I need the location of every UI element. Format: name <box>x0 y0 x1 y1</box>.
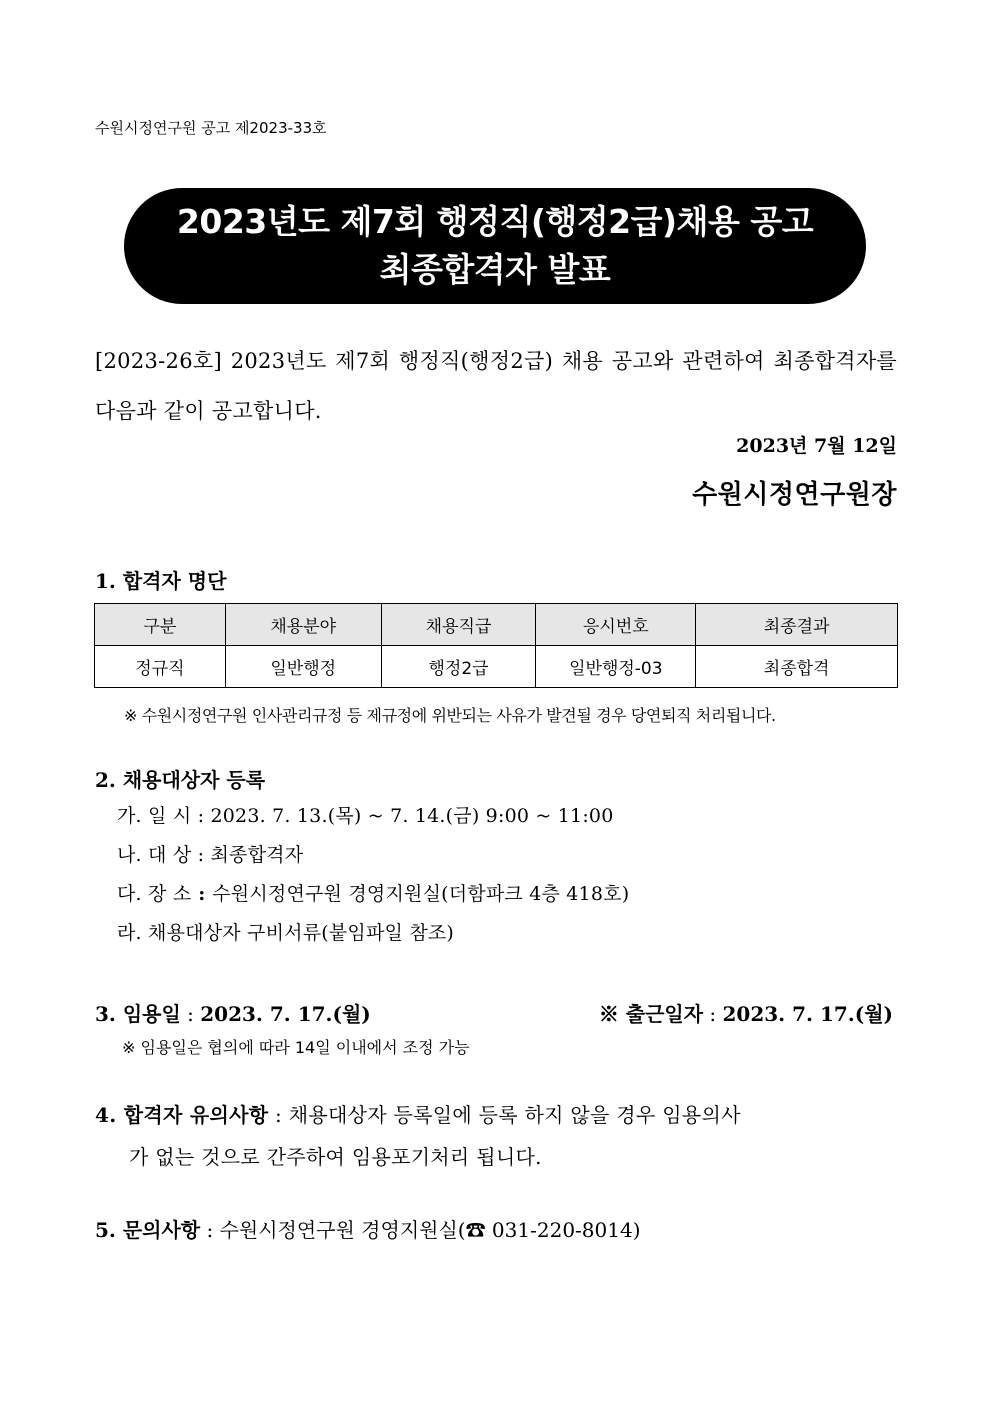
appointment-note: ※ 임용일은 협의에 따라 14일 이내에서 조정 가능 <box>122 1038 470 1057</box>
cell-grade: 행정2급 <box>381 646 536 688</box>
start-date-label: ※ 출근일자 <box>598 1002 704 1026</box>
required-documents <box>117 918 454 945</box>
notes-for-successful-applicants <box>95 1094 897 1178</box>
registration-period <box>117 801 614 828</box>
start-date-sep: : <box>703 1002 723 1026</box>
notes-sep: : <box>268 1103 289 1127</box>
title-line2: 최종합격자 발표 <box>379 250 611 289</box>
header-result: 최종결과 <box>696 604 898 646</box>
inquiry-label: 5. 문의사항 <box>95 1218 201 1242</box>
cell-field: 일반행정 <box>225 646 381 688</box>
header-field: 채용분야 <box>225 604 381 646</box>
header-applicant-no: 응시번호 <box>536 604 696 646</box>
notice-number: 수원시정연구원 공고 제2023-33호 <box>95 119 327 137</box>
item-label: 나. 대 상 <box>117 844 192 866</box>
item-value: 2023. 7. 13.(목) ~ 7. 14.(금) 9:00 ~ 11:00 <box>210 805 614 827</box>
title-banner <box>124 188 866 304</box>
item-label: 다. 장 소 <box>117 883 192 905</box>
intro-paragraph: [2023-26호] 2023년도 제7회 행정직(행정2급) 채용 공고와 관련하여 최종합격자를 다음과 같이 공고합니다. <box>95 349 897 423</box>
inquiry-sep: : <box>200 1218 220 1242</box>
appointment-sep: : <box>180 1002 201 1026</box>
section1-title: 1. 합격자 명단 <box>95 569 227 593</box>
registration-target <box>117 840 303 867</box>
table-note: ※ 수원시정연구원 인사관리규정 등 제규정에 위반되는 사유가 발견될 경우 당연퇴직 처리됩니다. <box>124 706 776 725</box>
inquiry <box>95 1214 641 1243</box>
table-header-row <box>95 604 898 646</box>
section2-title: 2. 채용대상자 등록 <box>95 768 266 792</box>
notes-label: 4. 합격자 유의사항 <box>95 1103 269 1127</box>
cell-applicant-no: 일반행정-03 <box>536 646 696 688</box>
title-line1: 2023년도 제7회 행정직(행정2급)채용 공고 <box>176 202 814 241</box>
start-date <box>599 998 893 1027</box>
table-row <box>95 646 898 688</box>
notes-line1: 채용대상자 등록일에 등록 하지 않을 경우 임용의사 <box>288 1103 741 1127</box>
registration-place <box>117 879 629 906</box>
cell-result: 최종합격 <box>696 646 898 688</box>
start-date-value: 2023. 7. 17.(월) <box>722 1002 893 1026</box>
appointment-value: 2023. 7. 17.(월) <box>200 1002 371 1026</box>
item-value: 최종합격자 <box>210 844 304 866</box>
item-label: 가. 일 시 <box>117 805 192 827</box>
signer: 수원시정연구원장 <box>692 480 897 510</box>
item-sep: : <box>191 883 213 905</box>
item-sep: : <box>191 805 211 827</box>
appointment-label: 3. 임용일 <box>95 1002 181 1026</box>
header-grade: 채용직급 <box>381 604 536 646</box>
appointment-date <box>95 998 371 1027</box>
item-label: 라. 채용대상자 구비서류(붙임파일 참조) <box>117 922 455 944</box>
header-category: 구분 <box>95 604 226 646</box>
item-value: 수원시정연구원 경영지원실(더함파크 4층 418호) <box>212 883 630 905</box>
notice-date: 2023년 7월 12일 <box>736 435 897 457</box>
item-sep: : <box>191 844 211 866</box>
cell-category: 정규직 <box>95 646 226 688</box>
notes-line2: 가 없는 것으로 간주하여 임용포기처리 됩니다. <box>129 1145 542 1169</box>
inquiry-value: 수원시정연구원 경영지원실(☎ 031-220-8014) <box>219 1218 641 1242</box>
result-table <box>94 603 898 688</box>
